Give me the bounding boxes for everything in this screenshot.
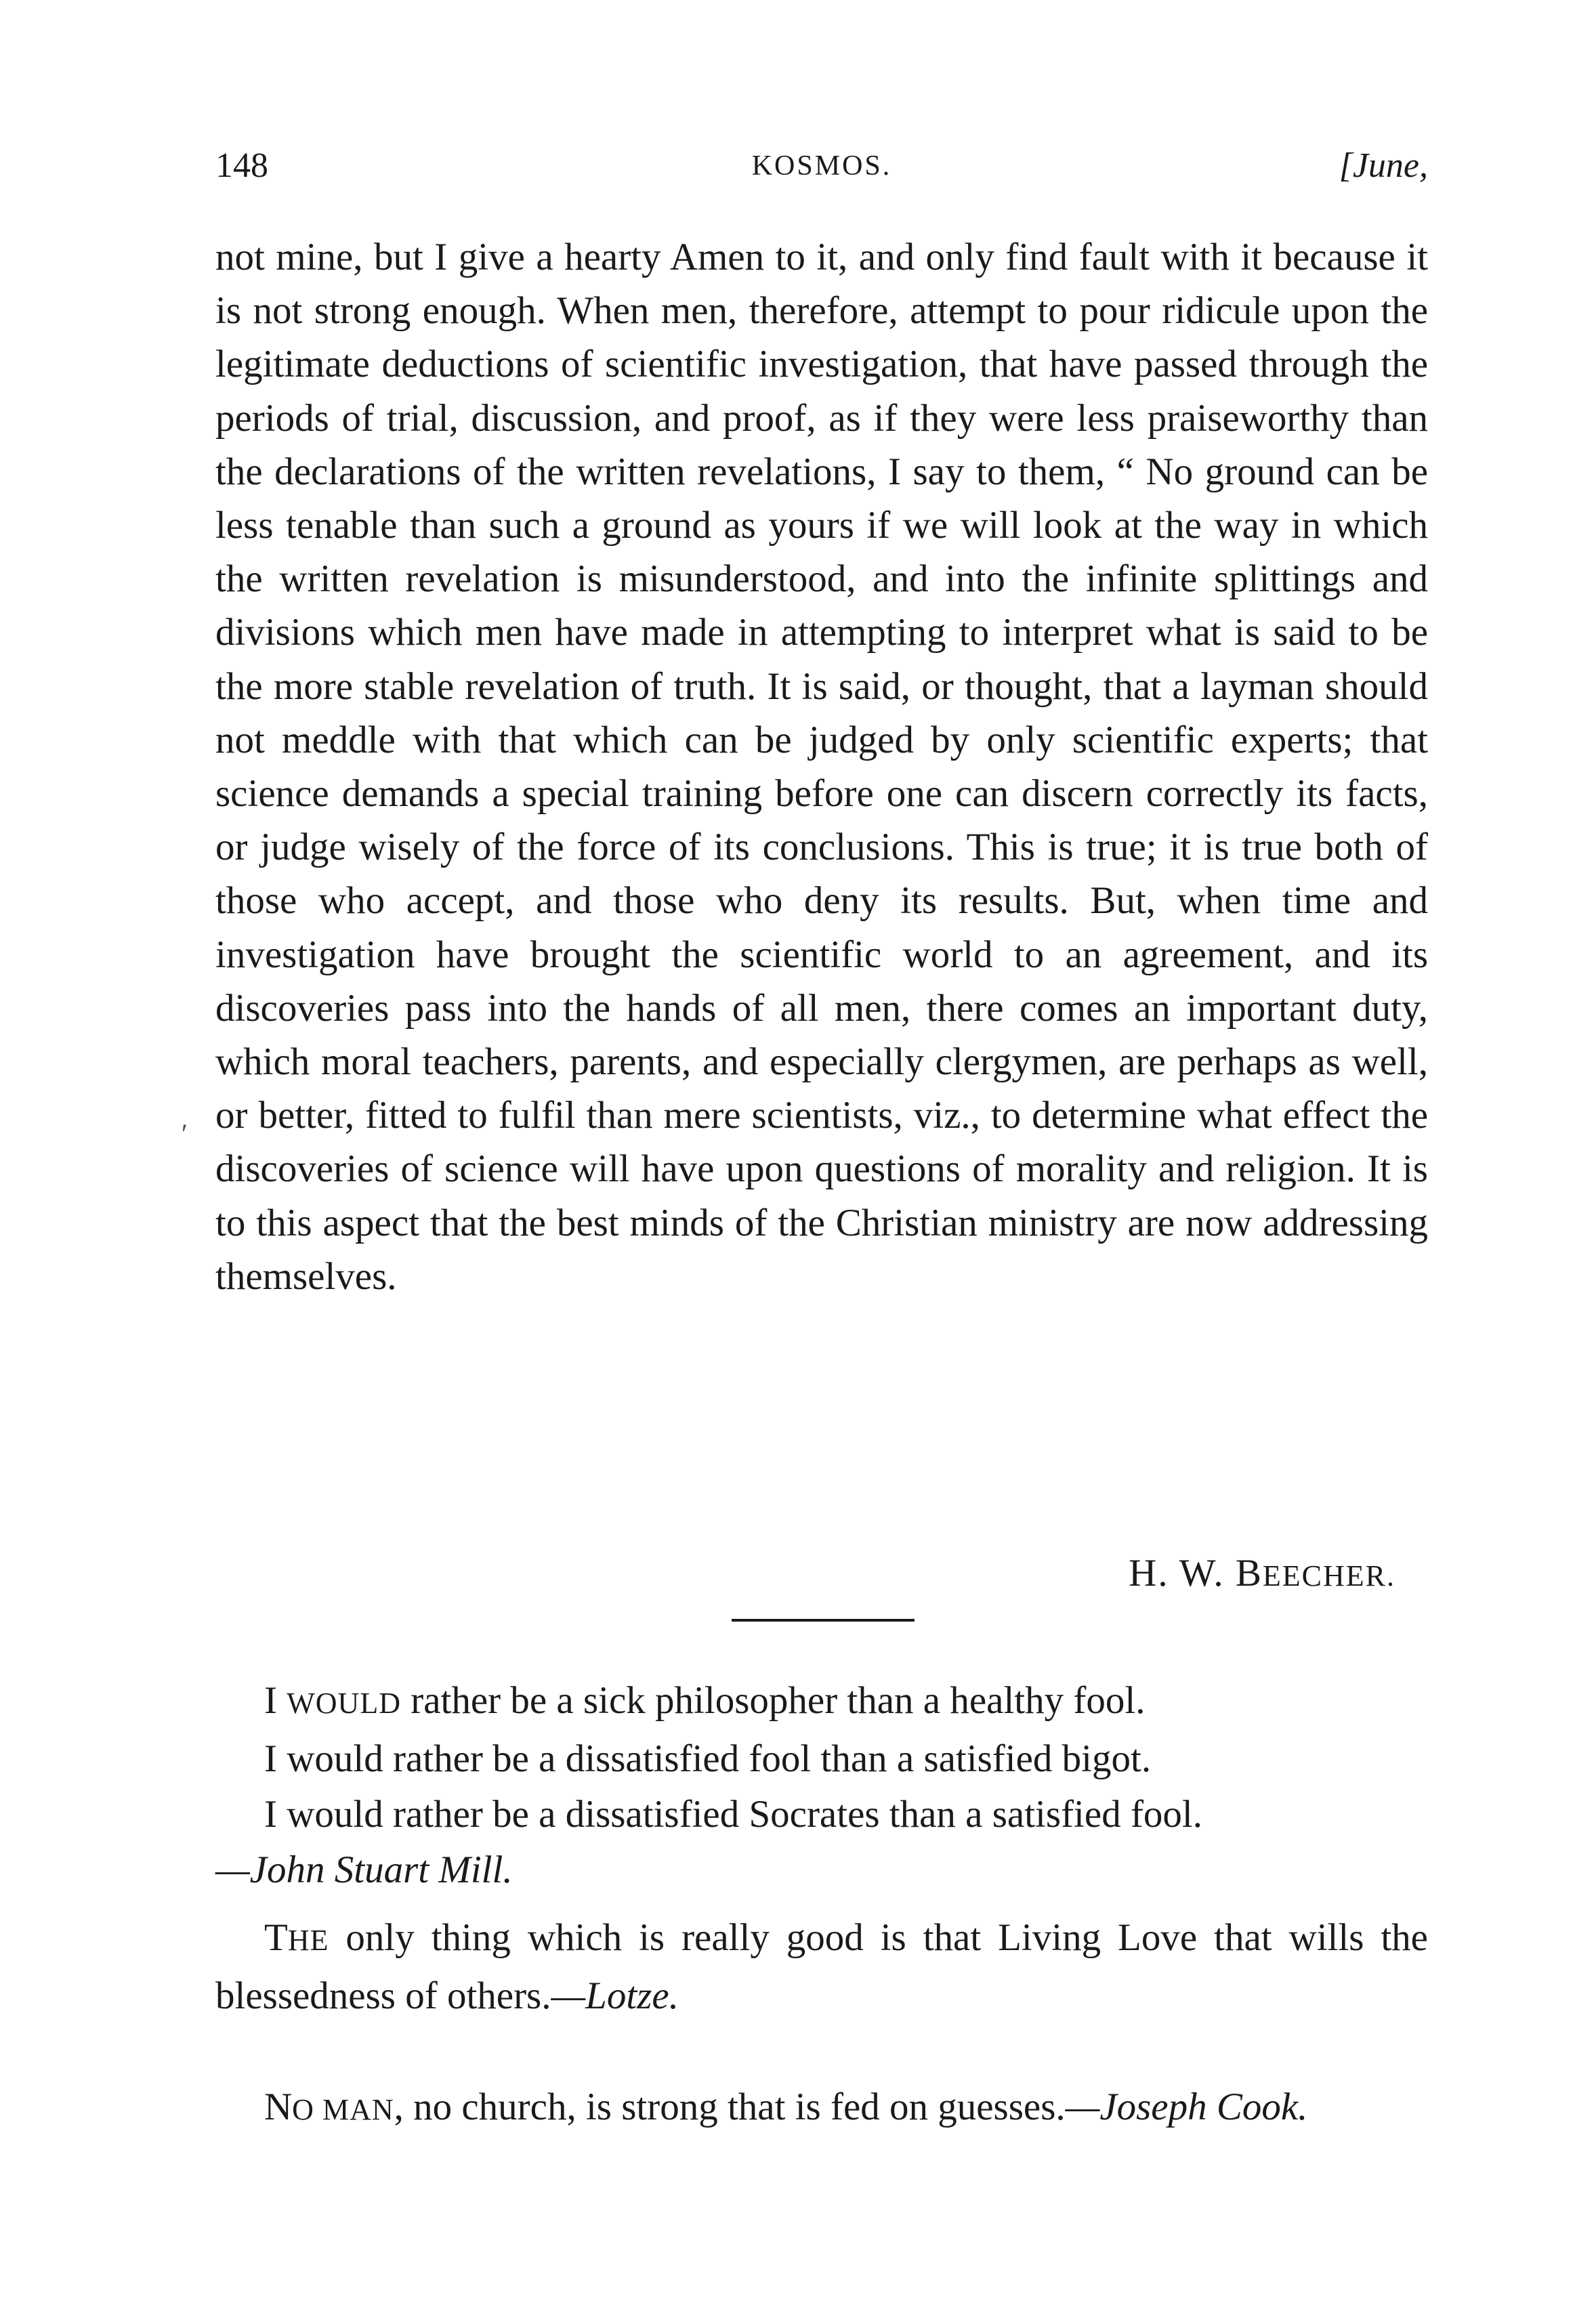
quote-cook xyxy=(215,2079,1428,2138)
lotze-small-caps: HE xyxy=(287,1924,329,1957)
journal-title: KOSMOS. xyxy=(751,150,892,182)
mill-line-3: I would rather be a dissatisfied Socrates than a satisfied fool. xyxy=(264,1793,1203,1836)
running-head xyxy=(215,146,1428,200)
cook-first-letter: N xyxy=(264,2086,293,2128)
signature-small-caps: EECHER. xyxy=(1262,1559,1395,1592)
lotze-attribution: —Lotze. xyxy=(551,1974,679,2017)
signature-initials: H. W. B xyxy=(1129,1552,1263,1594)
cook-small-caps: O MAN xyxy=(292,2093,394,2126)
quote-mill xyxy=(215,1673,1428,1898)
article-paragraph: not mine, but I give a hearty Amen to it, and only find fault with it because it is not strong enough. When men, therefore, attempt to pour ridicule upon the legitimate deductions of scientific investigation, that have passed through the periods of trial, discussion, and proof, as if they were less praiseworthy than the declarations of the written revelations, I say to them, “ No ground can be less tenable than such a ground as yours if we will look at the way in which the written revelation is misunderstood, and into the infinite splittings and divisions which men have made in attempting to interpret what is said to be the more stable revelation of truth. It is said, or thought, that a layman should not meddle with that which can be judged by only scientific experts; that science demands a special training before one can discern correctly its facts, or judge wisely of the force of its conclusions. This is true; it is true both of those who accept, and those who deny its results. But, when time and investigation have brought the scientific world to an agreement, and its discoveries pass into the hands of all men, there comes an important duty, which moral teachers, parents, and especially clergymen, are perhaps as well, or better, fitted to fulfil than mere scientists, viz., to determine what effect the discoveries of science will have upon questions of morality and religion. It is to this aspect that the best minds of the Christian ministry are now addressing themselves. xyxy=(215,236,1428,1298)
lotze-text: only thing which is really good is that Living Love that wills the blessedness of others. xyxy=(215,1916,1428,2017)
section-divider xyxy=(732,1619,915,1622)
mill-line-1-rest: rather be a sick philosopher than a healthy fool. xyxy=(400,1679,1146,1722)
cook-text: , no church, is strong that is fed on guesses. xyxy=(394,2086,1066,2128)
mill-line-1 xyxy=(215,1673,1428,1731)
issue-month: [June, xyxy=(1339,146,1428,185)
page-number: 148 xyxy=(215,146,268,185)
article-signature xyxy=(1129,1551,1395,1595)
cook-attribution: —Joseph Cook. xyxy=(1065,2086,1308,2128)
mill-line-2: I would rather be a dissatisfied fool than a satisfied bigot. xyxy=(264,1737,1152,1780)
mill-line-1-first: I xyxy=(264,1679,287,1722)
mill-attribution: —John Stuart Mill. xyxy=(215,1848,513,1891)
margin-specks: ʹ xyxy=(182,1118,188,1149)
lotze-first-letter: T xyxy=(264,1916,288,1959)
quote-lotze xyxy=(215,1910,1428,2024)
mill-line-1-small-caps: WOULD xyxy=(287,1687,401,1720)
